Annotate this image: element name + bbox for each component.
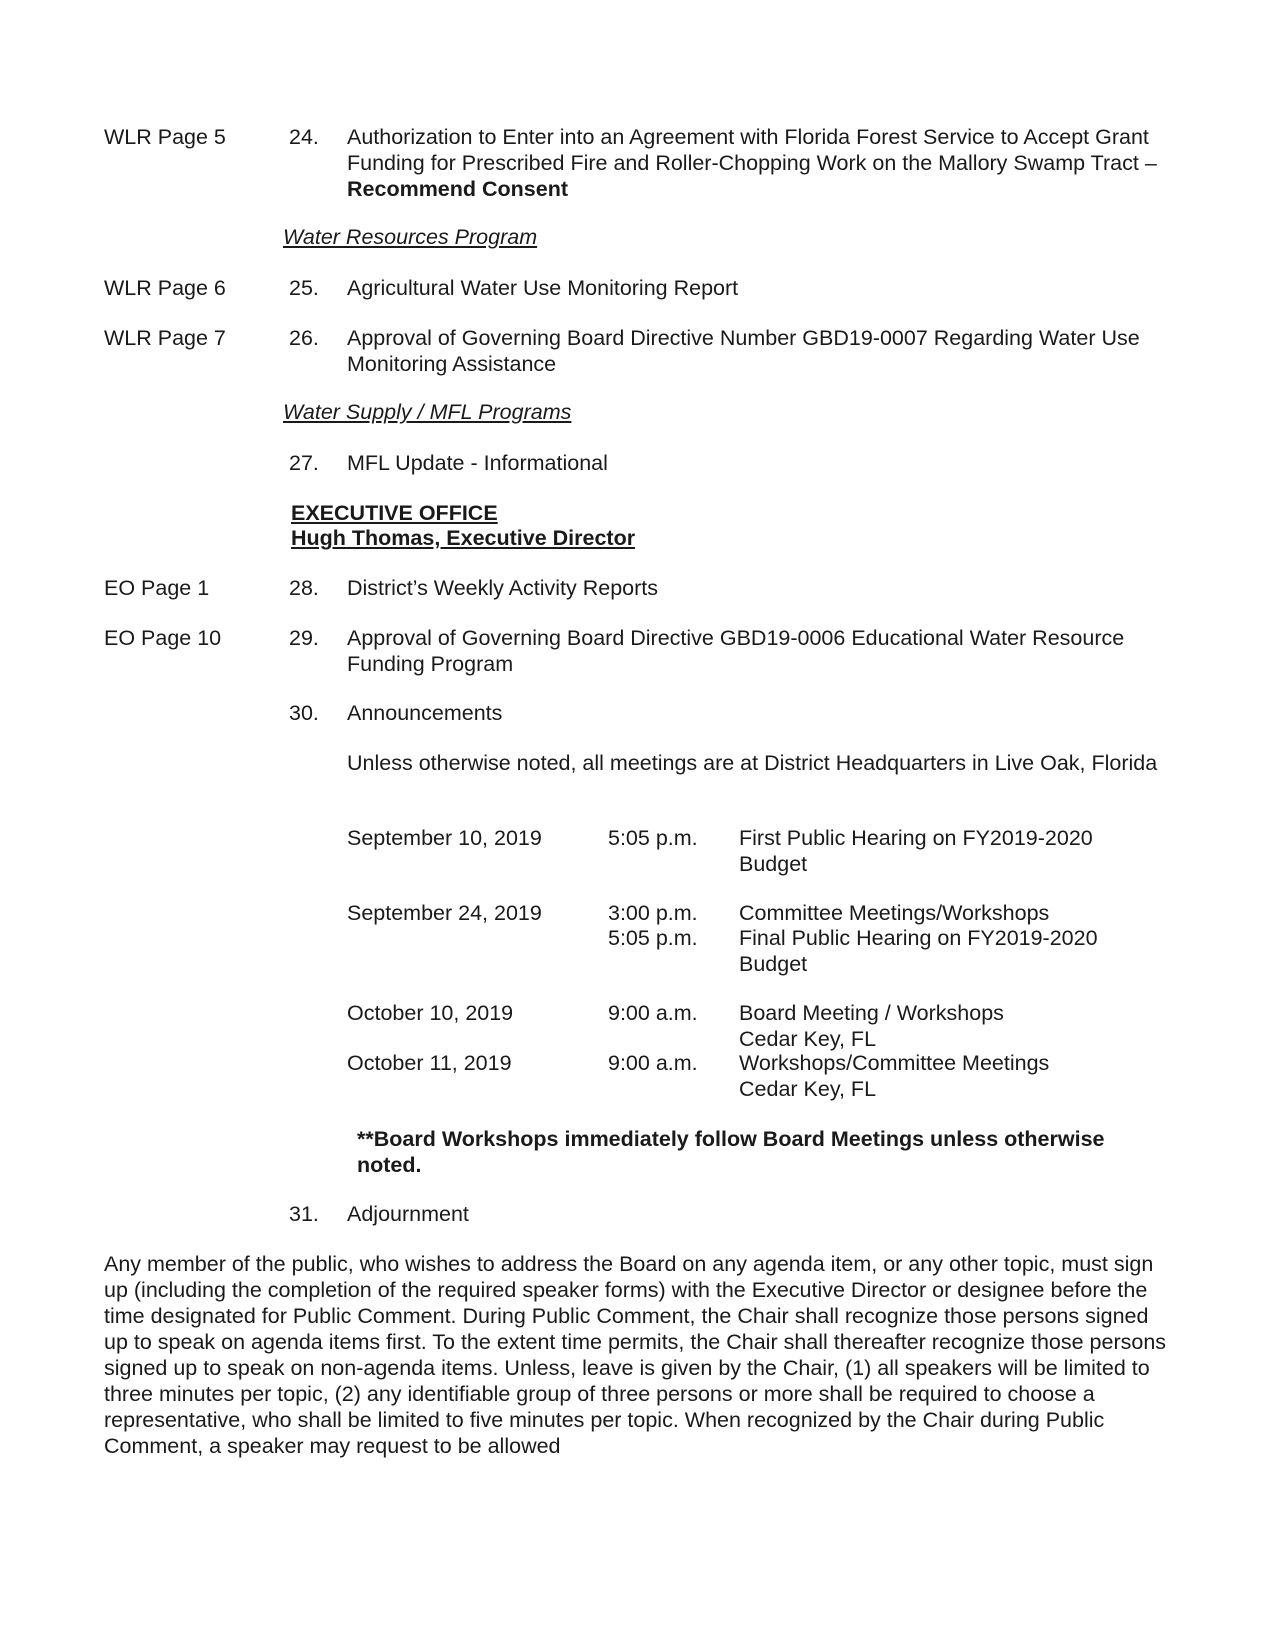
meeting-description: First Public Hearing on FY2019-2020 Budget [739,826,1093,876]
meeting-time: 5:05 p.m. [608,826,698,850]
meeting-time: 5:05 p.m. [608,926,698,950]
meeting-title: Workshops/Committee Meetings [739,1051,1050,1075]
meeting-description: Committee Meetings/Workshops [739,901,1050,925]
item-number: 24. [289,125,319,149]
item-number: 27. [289,451,319,475]
recommendation: Recommend Consent [347,177,569,201]
item-description: Announcements [347,701,503,725]
meeting-description [739,1000,1159,1052]
item-description: Adjournment [347,1202,469,1226]
item-description: Agricultural Water Use Monitoring Report [347,276,739,300]
meeting-title: Board Meeting / Workshops [739,1001,1004,1025]
public-comment-paragraph: Any member of the public, who wishes to address the Board on any agenda item, or any other topic, must sign up (including the completion of the required speaker forms) with the Executive Director or designee before the time designated for Public Comment. During Public Comment, the Chair shall recognize those persons signed up to speak on agenda items first. To the extent time permits, the Chair shall thereafter recognize those persons signed up to speak on non-agenda items. Unless, leave is given by the Chair, (1) all speakers will be limited to three minutes per topic, (2) any identifiable group of three persons or more shall be required to choose a representative, who shall be limited to five minutes per topic. When recognized by the Chair during Public Comment, a speaker may request to be allowed [104,1252,1167,1458]
meeting-description [739,1050,1159,1102]
item-number: 26. [289,326,319,350]
page-reference: EO Page 10 [104,626,222,650]
item-number: 25. [289,276,319,300]
item-description: Authorization to Enter into an Agreement with Florida Forest Service to Accept Grant Funding for Prescribed Fire and Roller-Chopping Work on the Mallory Swamp Tract – [347,125,1157,175]
meeting-time: 9:00 a.m. [608,1001,698,1025]
item-text [347,124,1167,202]
item-description: Approval of Governing Board Directive GBD19-0006 Educational Water Resource Funding Program [347,626,1125,676]
meeting-description: Final Public Hearing on FY2019-2020 Budget [739,926,1098,976]
item-description: MFL Update - Informational [347,451,608,475]
section-subheading: Hugh Thomas, Executive Director [291,526,636,550]
announcements-intro-text: Unless otherwise noted, all meetings are at District Headquarters in Live Oak, Florida [347,751,1158,775]
item-number: 28. [289,576,319,600]
item-number: 29. [289,626,319,650]
page-reference: EO Page 1 [104,576,210,600]
item-number: 30. [289,701,319,725]
meeting-location: Cedar Key, FL [739,1027,877,1051]
page-reference: WLR Page 5 [104,125,226,149]
item-description: Approval of Governing Board Directive Number GBD19-0007 Regarding Water Use Monitoring Assistance [347,326,1140,376]
meeting-date: October 11, 2019 [347,1051,512,1075]
section-heading: EXECUTIVE OFFICE [291,501,498,525]
page-reference: WLR Page 6 [104,276,226,300]
workshops-note-text: **Board Workshops immediately follow Board Meetings unless otherwise noted. [357,1127,1105,1177]
section-heading: Water Supply / MFL Programs [283,400,572,424]
meeting-date: October 10, 2019 [347,1001,514,1025]
meeting-date: September 24, 2019 [347,901,542,925]
item-description: District’s Weekly Activity Reports [347,576,659,600]
meeting-location: Cedar Key, FL [739,1077,877,1101]
section-heading: Water Resources Program [283,225,538,249]
page-reference: WLR Page 7 [104,326,226,350]
meeting-time: 3:00 p.m. [608,901,698,925]
meeting-date: September 10, 2019 [347,826,542,850]
meeting-time: 9:00 a.m. [608,1051,698,1075]
item-number: 31. [289,1202,319,1226]
